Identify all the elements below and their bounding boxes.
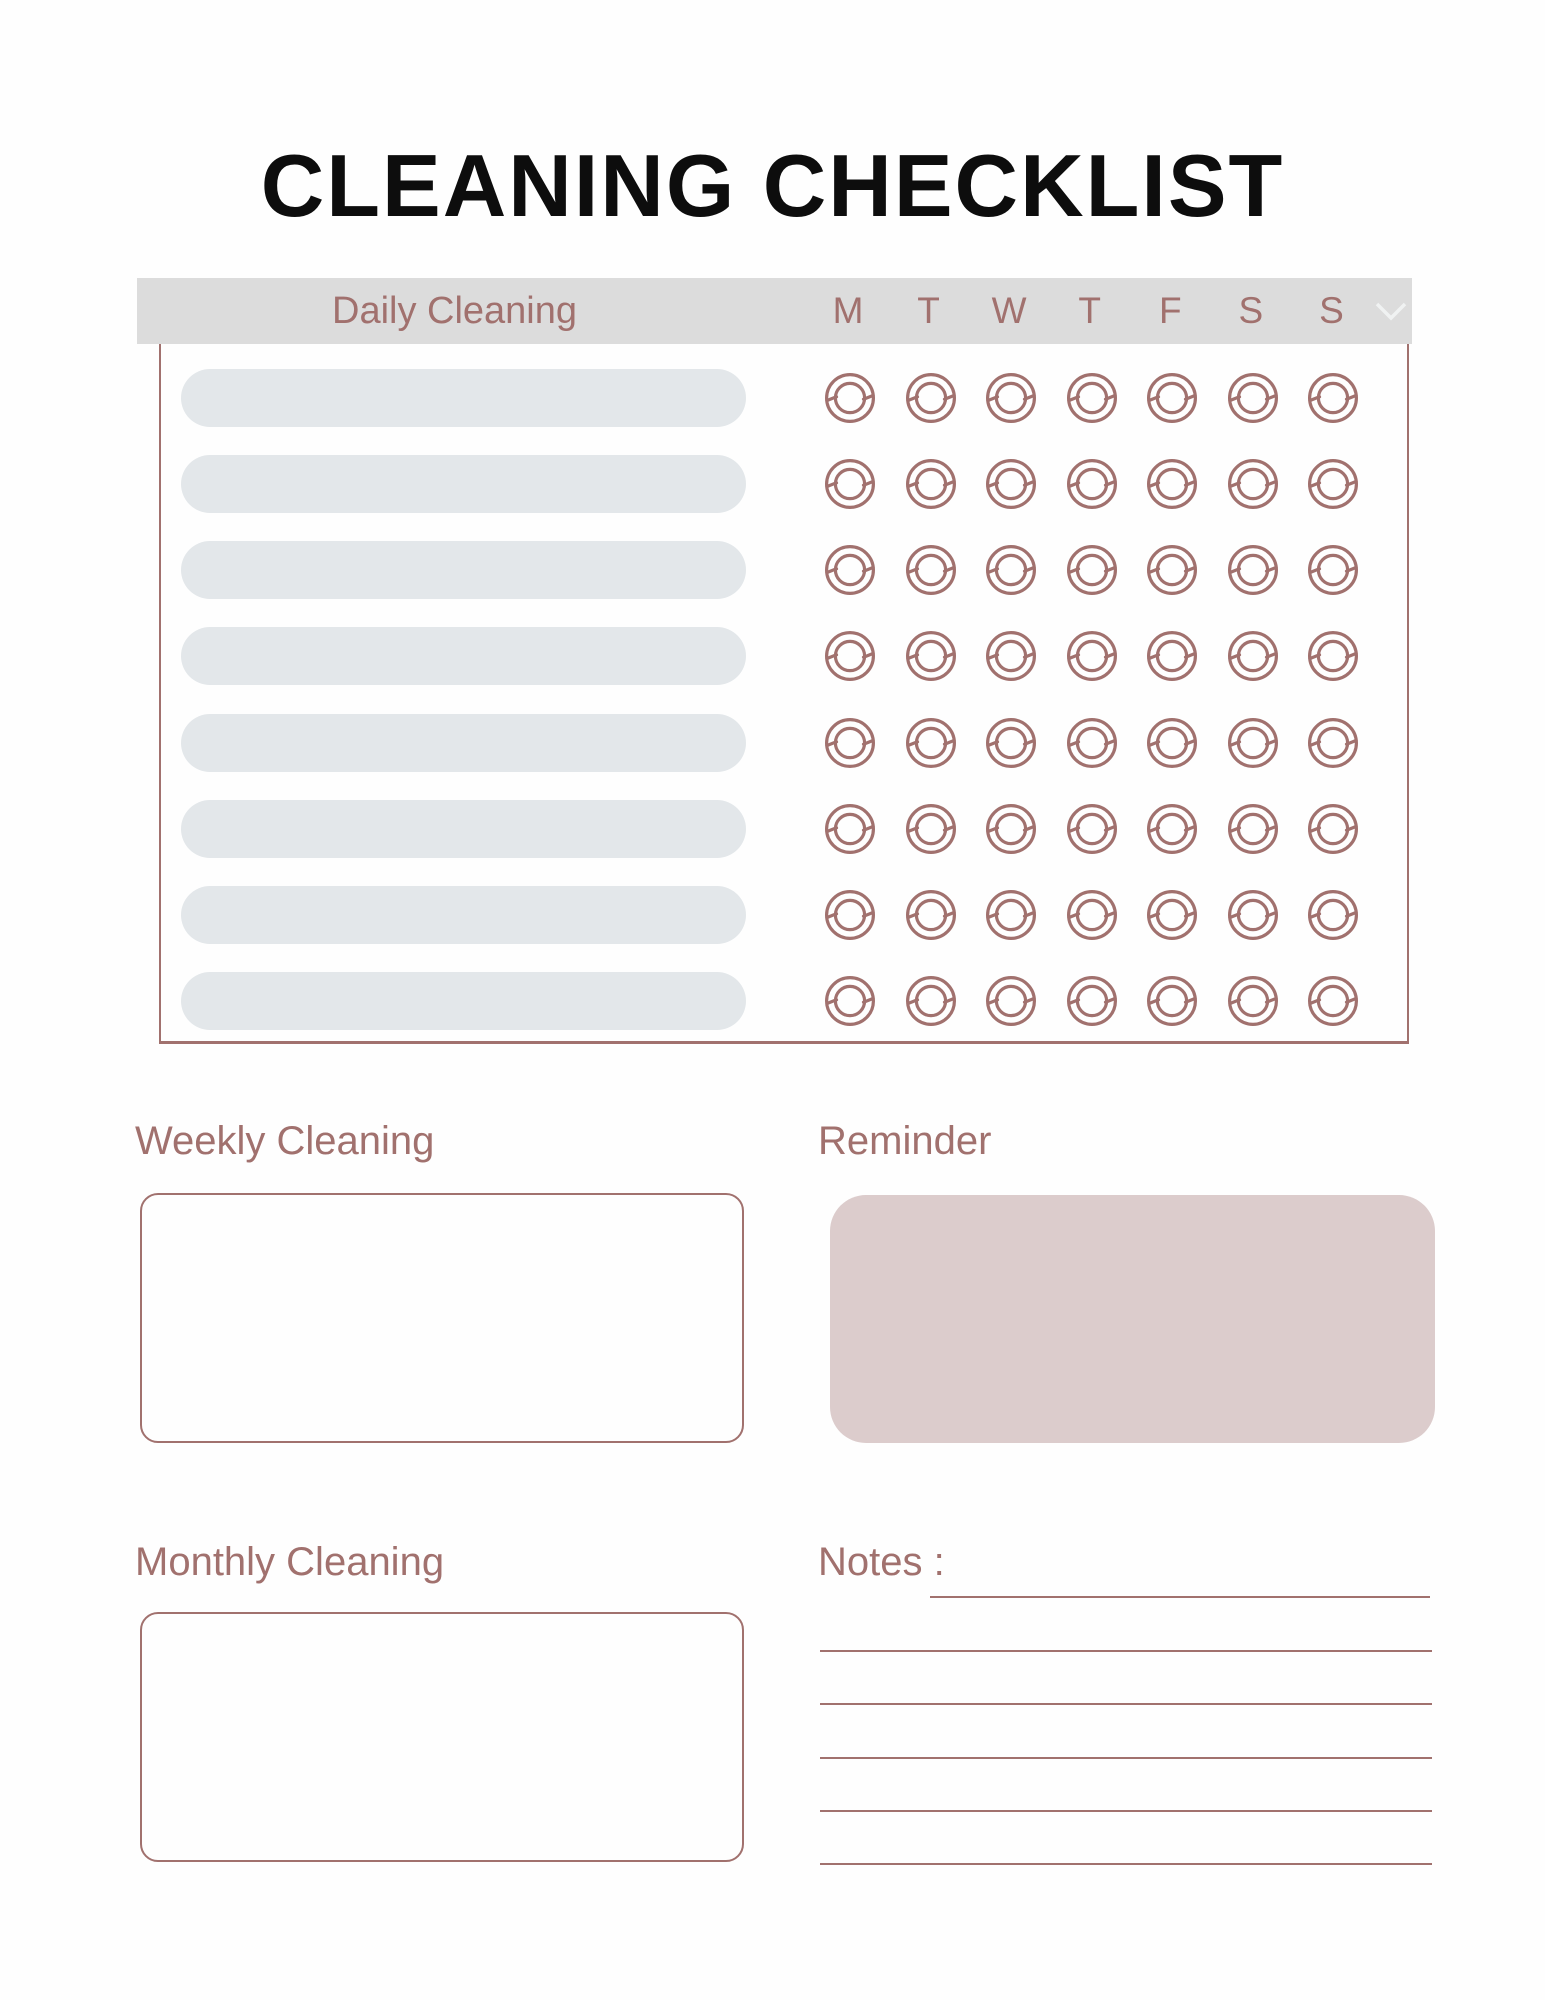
note-line[interactable] [820, 1703, 1432, 1705]
day-status-toggle[interactable] [1306, 543, 1360, 597]
day-status-toggle[interactable] [1306, 629, 1360, 683]
sync-circle-icon [984, 543, 1038, 597]
task-name-field[interactable] [181, 541, 746, 599]
sync-circle-icon [904, 371, 958, 425]
day-status-toggle[interactable] [904, 802, 958, 856]
sync-circle-icon [1226, 457, 1280, 511]
day-status-toggle[interactable] [1065, 543, 1119, 597]
task-row [161, 455, 1407, 513]
sync-circle-icon [1145, 716, 1199, 770]
sync-circle-icon [1145, 974, 1199, 1028]
day-status-toggle[interactable] [823, 974, 877, 1028]
sync-circle-icon [904, 543, 958, 597]
day-status-toggle[interactable] [984, 802, 1038, 856]
sync-circle-icon [1065, 457, 1119, 511]
day-status-toggle[interactable] [1145, 629, 1199, 683]
reminder-box[interactable] [830, 1195, 1435, 1443]
sync-circle-icon [1065, 629, 1119, 683]
sync-circle-icon [1065, 371, 1119, 425]
day-status-toggle[interactable] [1226, 974, 1280, 1028]
day-column-label: T [1078, 290, 1101, 331]
day-status-toggle[interactable] [984, 543, 1038, 597]
day-status-toggle[interactable] [1306, 888, 1360, 942]
day-column-label: W [991, 290, 1027, 331]
sync-circle-icon [823, 802, 877, 856]
day-status-toggle[interactable] [1306, 457, 1360, 511]
sync-circle-icon [1145, 543, 1199, 597]
note-line[interactable] [820, 1757, 1432, 1759]
sync-circle-icon [823, 457, 877, 511]
sync-circle-icon [823, 716, 877, 770]
task-name-field[interactable] [181, 369, 746, 427]
sync-circle-icon [984, 888, 1038, 942]
sync-circle-icon [1306, 716, 1360, 770]
sync-circle-icon [1306, 888, 1360, 942]
sync-circle-icon [1226, 888, 1280, 942]
sync-circle-icon [823, 371, 877, 425]
day-status-toggle[interactable] [1145, 543, 1199, 597]
task-name-field[interactable] [181, 886, 746, 944]
day-status-toggle[interactable] [1065, 371, 1119, 425]
day-column-label: F [1158, 290, 1182, 331]
day-status-toggle[interactable] [904, 974, 958, 1028]
sync-circle-icon [904, 629, 958, 683]
note-line[interactable] [820, 1810, 1432, 1812]
task-name-field[interactable] [181, 455, 746, 513]
note-line[interactable] [820, 1863, 1432, 1865]
day-status-toggle[interactable] [1226, 371, 1280, 425]
monthly-cleaning-title: Monthly Cleaning [135, 1540, 445, 1584]
day-status-toggle[interactable] [1065, 457, 1119, 511]
sync-circle-icon [1226, 802, 1280, 856]
day-status-toggle[interactable] [1226, 629, 1280, 683]
day-status-toggle[interactable] [1226, 457, 1280, 511]
sync-circle-icon [1145, 371, 1199, 425]
task-row [161, 886, 1407, 944]
day-status-toggle[interactable] [1306, 716, 1360, 770]
day-status-toggle[interactable] [904, 457, 958, 511]
sync-circle-icon [1065, 802, 1119, 856]
notes-title: Notes : [818, 1540, 945, 1584]
sync-circle-icon [984, 371, 1038, 425]
task-row [161, 369, 1407, 427]
task-name-field[interactable] [181, 800, 746, 858]
day-status-toggle[interactable] [984, 629, 1038, 683]
sync-circle-icon [984, 802, 1038, 856]
day-status-toggle[interactable] [1226, 543, 1280, 597]
day-status-toggle[interactable] [1145, 888, 1199, 942]
sync-circle-icon [1306, 371, 1360, 425]
sync-circle-icon [1145, 888, 1199, 942]
sync-circle-icon [1306, 629, 1360, 683]
sync-circle-icon [984, 974, 1038, 1028]
task-row [161, 627, 1407, 685]
day-status-toggle[interactable] [984, 974, 1038, 1028]
note-line[interactable] [820, 1650, 1432, 1652]
sync-circle-icon [1226, 974, 1280, 1028]
sync-circle-icon [1306, 543, 1360, 597]
day-status-toggle[interactable] [823, 629, 877, 683]
day-column-label: S [1319, 290, 1344, 331]
day-status-toggle[interactable] [823, 802, 877, 856]
day-status-toggle[interactable] [904, 629, 958, 683]
sync-circle-icon [1306, 802, 1360, 856]
day-status-toggle[interactable] [1145, 716, 1199, 770]
sync-circle-icon [984, 629, 1038, 683]
sync-circle-icon [823, 888, 877, 942]
sync-circle-icon [904, 716, 958, 770]
day-status-toggle[interactable] [984, 888, 1038, 942]
sync-circle-icon [1145, 629, 1199, 683]
task-name-field[interactable] [181, 972, 746, 1030]
day-status-toggle[interactable] [1145, 974, 1199, 1028]
day-status-toggle[interactable] [1306, 371, 1360, 425]
sync-circle-icon [823, 629, 877, 683]
day-status-toggle[interactable] [904, 888, 958, 942]
task-row [161, 541, 1407, 599]
day-status-toggle[interactable] [1065, 802, 1119, 856]
daily-cleaning-label: Daily Cleaning [332, 289, 578, 332]
sync-circle-icon [1226, 716, 1280, 770]
day-status-toggle[interactable] [1145, 457, 1199, 511]
day-status-toggle[interactable] [1306, 802, 1360, 856]
sync-circle-icon [904, 457, 958, 511]
sync-circle-icon [1226, 629, 1280, 683]
task-row [161, 972, 1407, 1030]
chevron-down-icon[interactable] [1373, 278, 1409, 344]
task-name-field[interactable] [181, 627, 746, 685]
task-name-field[interactable] [181, 714, 746, 772]
sync-circle-icon [823, 543, 877, 597]
day-status-toggle[interactable] [984, 371, 1038, 425]
note-line[interactable] [930, 1596, 1430, 1598]
day-status-toggle[interactable] [1065, 888, 1119, 942]
day-status-toggle[interactable] [1145, 371, 1199, 425]
sync-circle-icon [1065, 716, 1119, 770]
sync-circle-icon [984, 716, 1038, 770]
day-status-toggle[interactable] [1065, 974, 1119, 1028]
daily-cleaning-header-bar [137, 278, 1412, 344]
day-status-toggle[interactable] [1065, 716, 1119, 770]
sync-circle-icon [1145, 457, 1199, 511]
day-status-toggle[interactable] [1226, 716, 1280, 770]
weekly-cleaning-box[interactable] [140, 1193, 744, 1443]
day-status-toggle[interactable] [904, 716, 958, 770]
day-status-toggle[interactable] [1306, 974, 1360, 1028]
day-status-toggle[interactable] [1226, 888, 1280, 942]
sync-circle-icon [1065, 543, 1119, 597]
day-column-label: M [832, 290, 864, 331]
sync-circle-icon [984, 457, 1038, 511]
task-row [161, 714, 1407, 772]
day-status-toggle[interactable] [823, 888, 877, 942]
day-status-toggle[interactable] [984, 457, 1038, 511]
sync-circle-icon [1065, 888, 1119, 942]
day-status-toggle[interactable] [904, 371, 958, 425]
daily-cleaning-table [159, 344, 1409, 1044]
sync-circle-icon [1226, 543, 1280, 597]
reminder-title: Reminder [818, 1119, 992, 1163]
day-status-toggle[interactable] [823, 543, 877, 597]
sync-circle-icon [1226, 371, 1280, 425]
day-status-toggle[interactable] [904, 543, 958, 597]
day-status-toggle[interactable] [1145, 802, 1199, 856]
weekly-cleaning-title: Weekly Cleaning [135, 1119, 435, 1163]
sync-circle-icon [1145, 802, 1199, 856]
day-column-label: S [1238, 290, 1264, 331]
day-status-toggle[interactable] [1226, 802, 1280, 856]
day-status-toggle[interactable] [1065, 629, 1119, 683]
sync-circle-icon [1065, 974, 1119, 1028]
sync-circle-icon [823, 974, 877, 1028]
sync-circle-icon [1306, 974, 1360, 1028]
sync-circle-icon [904, 888, 958, 942]
sync-circle-icon [1306, 457, 1360, 511]
sync-circle-icon [904, 974, 958, 1028]
day-column-label: T [917, 290, 940, 331]
monthly-cleaning-box[interactable] [140, 1612, 744, 1862]
day-status-toggle[interactable] [984, 716, 1038, 770]
task-row [161, 800, 1407, 858]
day-status-toggle[interactable] [823, 716, 877, 770]
page-title: CLEANING CHECKLIST [260, 136, 1285, 235]
day-status-toggle[interactable] [823, 371, 877, 425]
sync-circle-icon [904, 802, 958, 856]
day-status-toggle[interactable] [823, 457, 877, 511]
